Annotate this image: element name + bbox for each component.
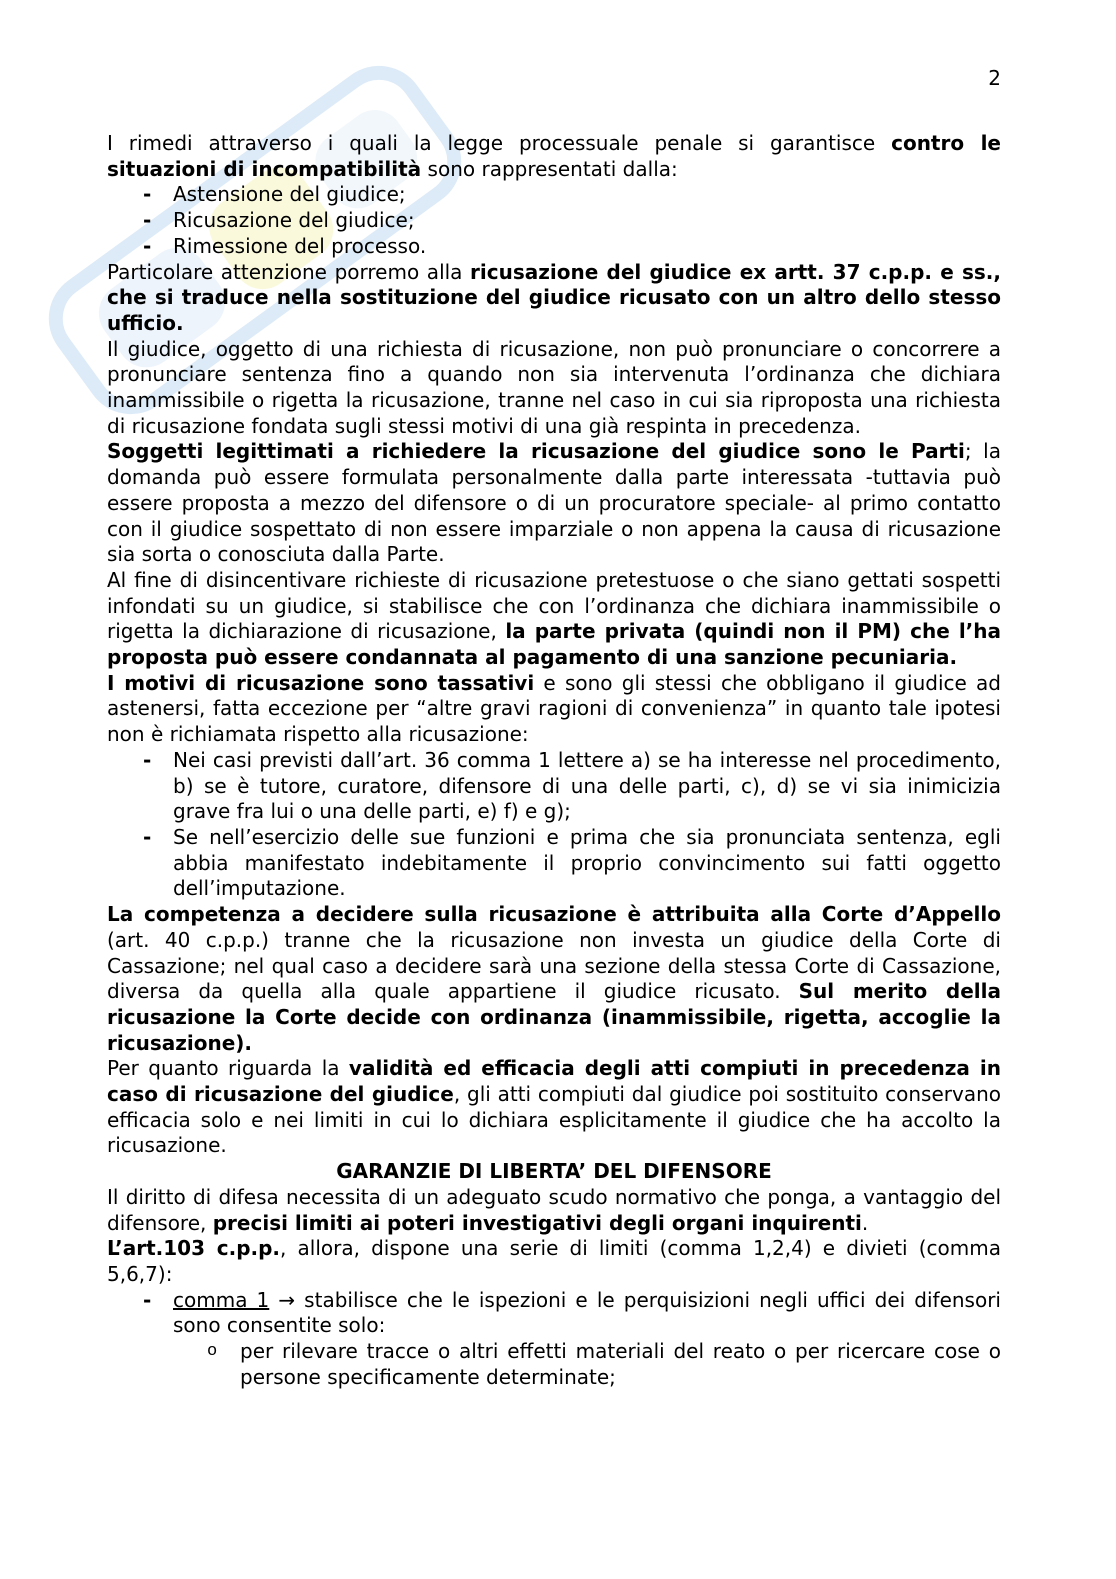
remedies-list	[107, 182, 1001, 259]
grounds-paragraph	[107, 671, 1001, 748]
comma-1-text: → stabilisce che le ispezioni e le perquisizioni negli uffici dei difensori sono consentite solo:	[173, 1287, 1001, 1338]
legitimated-paragraph	[107, 439, 1001, 568]
section-heading: GARANZIE DI LIBERTA’ DEL DIFENSORE	[336, 1159, 772, 1184]
document-body	[107, 131, 1001, 1390]
grounds-list	[107, 748, 1001, 902]
competence-bold: La competenza a decidere sulla ricusazione è attribuita alla Corte d’Appello	[107, 902, 1001, 927]
list-item: - Se nell’esercizio delle sue funzioni e prima che sia pronunciata sentenza, egli abbia manifestato indebitamente il proprio convincimento sui fatti oggetto dell’imputazione.	[173, 825, 1001, 902]
list-item: - Nei casi previsti dall’art. 36 comma 1 lettere a) se ha interesse nel procedimento, b) se è tutore, curatore, difensore di una delle parti, c), d) se vi sia inimicizia grave fra lui o una delle parti, e) f) e g);	[173, 748, 1001, 825]
competence-text: (art. 40 c.p.p.) tranne che la ricusazione non investa un giudice della Corte di Cassazione; nel qual caso a decidere sarà una sezione della stessa Corte di Cassazione, diversa da quella alla quale appartiene il giudice ricusato.	[107, 927, 1001, 1004]
attention-bold: ricusazione del giudice ex artt. 37 c.p.p. e ss., che si traduce nella sostituzione del giudice ricusato con un altro dello stesso ufficio.	[107, 259, 1001, 335]
page-number: 2	[988, 66, 1001, 90]
comma-1-label: comma 1	[173, 1287, 270, 1312]
competence-paragraph	[107, 902, 1001, 1056]
intro-paragraph	[107, 131, 1001, 182]
art103-text: , allora, dispone una serie di limiti (comma 1,2,4) e divieti (comma 5,6,7):	[107, 1236, 1001, 1286]
pending-judge-paragraph: Il giudice, oggetto di una richiesta di ricusazione, non può pronunciare o concorrere a pronunciare sentenza fino a quando non sia intervenuta l’ordinanza che dichiara inammissibile o rigetta la ricusazione, tranne nel caso in cui sia riproposta una richiesta di ricusazione fondata sugli stessi motivi di una già respinta in precedenza.	[107, 336, 1001, 438]
intro-text: I rimedi attraverso i quali la legge processuale penale si garantisce	[107, 131, 892, 155]
list-item: - Rimessione del processo.	[173, 234, 1001, 260]
sanction-text: Al fine di disincentivare richieste di ricusazione pretestuose o che siano gettati sospetti infondati su un giudice, si stabilisce che con l’ordinanza che dichiara inammissibile o rigetta la dichiarazione di ricusazione,	[107, 567, 1001, 644]
comma-1-sublist	[173, 1339, 1001, 1390]
attention-paragraph	[107, 260, 1001, 337]
list-item-comma-1	[173, 1288, 1001, 1391]
sanction-bold: la parte privata (quindi non il PM) che l’ha proposta può essere condannata al pagamento di una sanzione pecuniaria.	[107, 619, 1002, 670]
competence-bold-end: Sul merito della ricusazione la Corte decide con ordinanza (inammissibile, rigetta, accoglie la ricusazione).	[107, 979, 1001, 1055]
list-item: - Astensione del giudice;	[173, 182, 1001, 208]
list-item: - Ricusazione del giudice;	[173, 208, 1001, 234]
intro-bold: contro le situazioni di incompatibilità	[107, 131, 1001, 181]
sanction-paragraph	[107, 568, 1001, 671]
defense-text: Il diritto di difesa necessita di un adeguato scudo normativo che ponga, a vantaggio del difensore,	[107, 1184, 1001, 1235]
validity-paragraph	[107, 1056, 1001, 1159]
sub-list-item: o per rilevare tracce o altri effetti materiali del reato o per ricercare cose o persone specificamente determinate;	[240, 1339, 1001, 1390]
validity-text: Per quanto riguarda la	[107, 1056, 349, 1081]
attention-text: Particolare attenzione porremo alla	[107, 259, 471, 284]
legitimated-text: ; la domanda può essere formulata personalmente dalla parte interessata -tuttavia può essere proposta a mezzo del difensore o di un procuratore speciale- al primo contatto con il giudice sospettato di non essere imparziale o non appena la causa di ricusazione sia sorta o conosciuta dalla Parte.	[107, 439, 1001, 567]
defense-paragraph	[107, 1185, 1001, 1236]
art103-bold: L’art.103 c.p.p.	[107, 1236, 281, 1261]
art103-list	[107, 1288, 1001, 1391]
intro-text-end: sono rappresentati dalla:	[421, 156, 678, 181]
defense-bold: precisi limiti ai poteri investigativi degli organi inquirenti	[212, 1210, 862, 1235]
art103-paragraph	[107, 1236, 1001, 1287]
legitimated-bold: Soggetti legittimati a richiedere la ricusazione del giudice sono le Parti	[107, 439, 965, 464]
defense-text-end: .	[861, 1210, 869, 1235]
validity-bold: validità ed efficacia degli atti compiuti in precedenza in caso di ricusazione del giudice	[107, 1056, 1001, 1107]
grounds-text: e sono gli stessi che obbligano il giudice ad astenersi, fatta eccezione per “altre gravi ragioni di convenienza” in quanto tale ipotesi non è richiamata rispetto alla ricusazione:	[107, 670, 1001, 747]
validity-text-end: , gli atti compiuti dal giudice poi sostituito conservano efficacia solo e nei limiti in cui lo dichiara esplicitamente il giudice che ha accolto la ricusazione.	[107, 1082, 1001, 1158]
grounds-bold: I motivi di ricusazione sono tassativi	[107, 670, 535, 695]
